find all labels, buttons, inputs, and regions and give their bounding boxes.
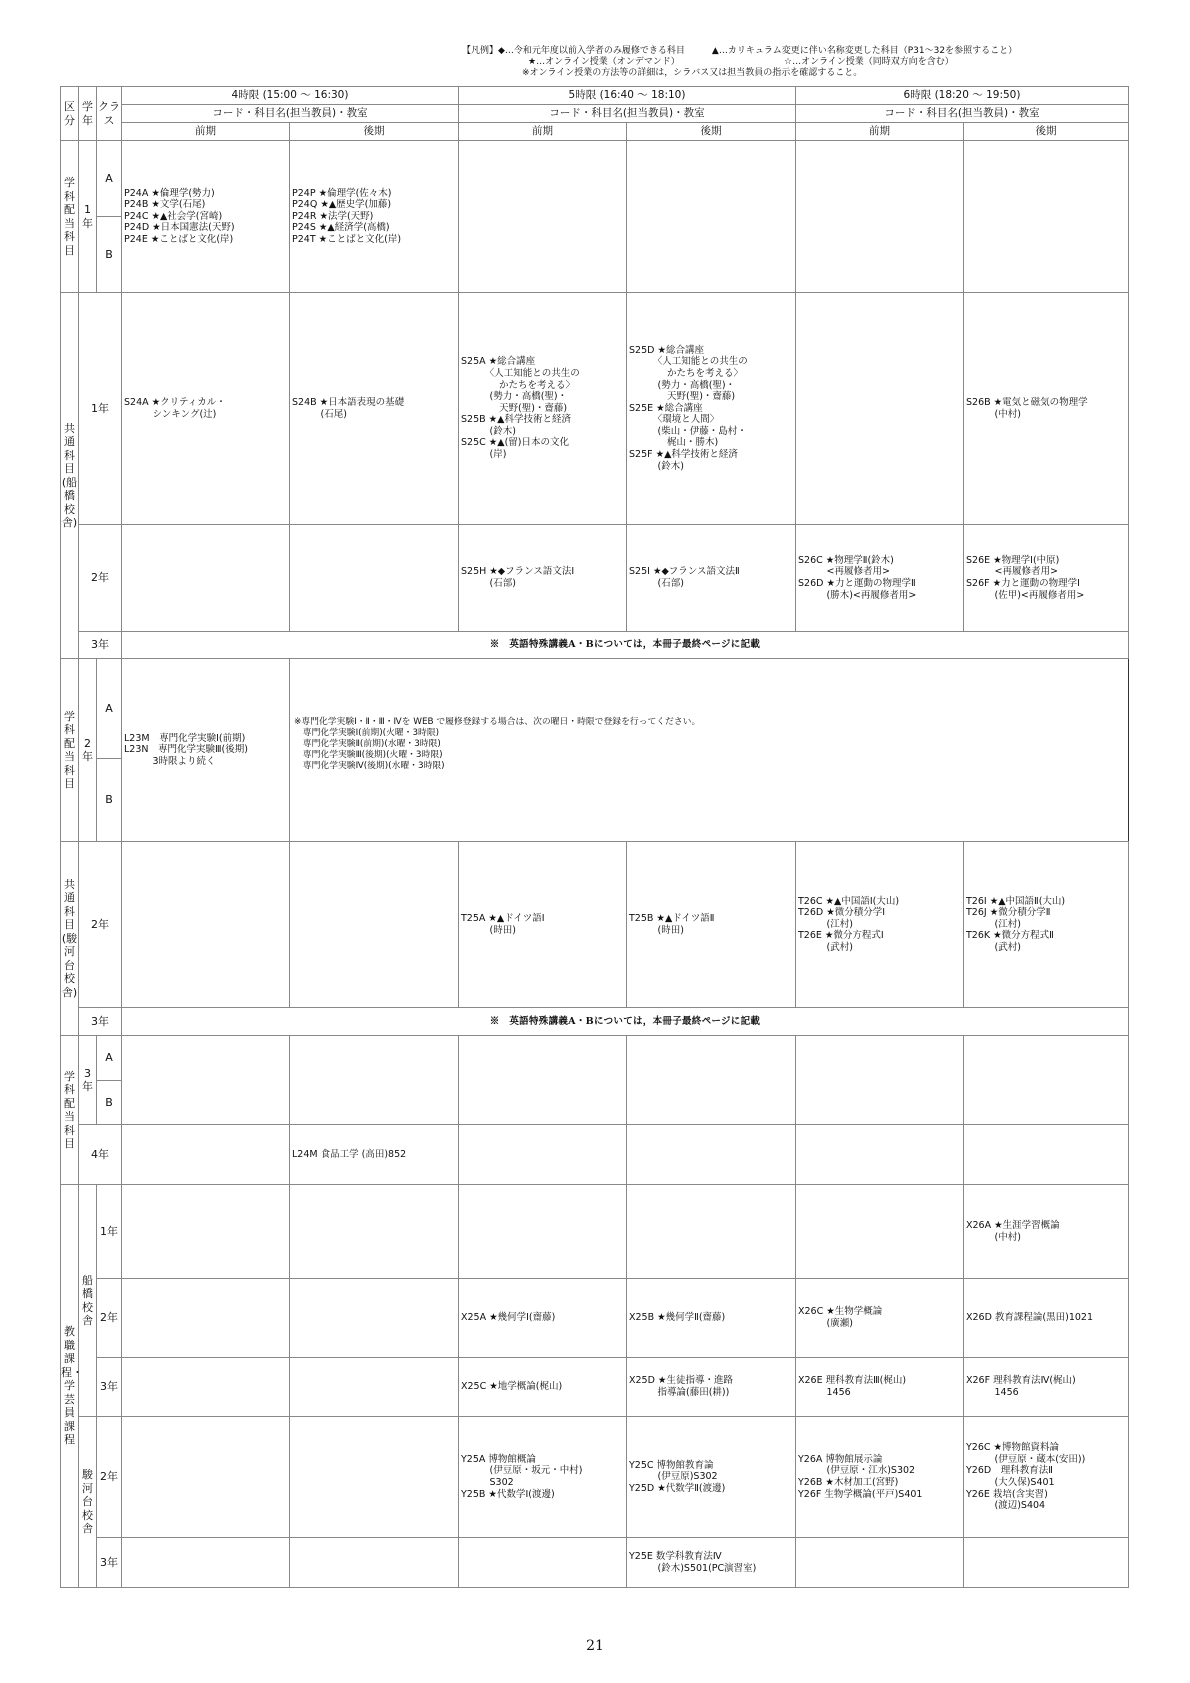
header-code-5: コード・科目名(担当教員)・教室 bbox=[459, 105, 796, 123]
course-cell bbox=[627, 525, 796, 632]
year-label: 2年 bbox=[97, 1279, 122, 1358]
course-cell bbox=[459, 1417, 627, 1538]
year-label: 2年 bbox=[79, 659, 97, 842]
course-cell bbox=[964, 525, 1129, 632]
course-cell bbox=[290, 293, 459, 525]
course-cell bbox=[290, 1417, 459, 1538]
course-cell bbox=[290, 659, 1129, 842]
course-cell bbox=[122, 1279, 290, 1358]
timetable bbox=[60, 86, 1129, 1588]
course-cell bbox=[796, 293, 964, 525]
course-text: X26F 理科教育法Ⅳ(梶山) 1456 bbox=[966, 1375, 1076, 1398]
course-cell bbox=[122, 293, 290, 525]
year-label: 3年 bbox=[79, 632, 122, 659]
section-label: 教職課程・学芸員課程 bbox=[61, 1185, 79, 1588]
course-cell bbox=[290, 1185, 459, 1279]
course-cell bbox=[627, 1417, 796, 1538]
course-cell bbox=[459, 1538, 627, 1588]
course-text: T25A ★▲ドイツ語Ⅰ (時田) bbox=[461, 912, 545, 936]
course-cell bbox=[627, 293, 796, 525]
section-label: 学科配当科目 bbox=[61, 1036, 79, 1185]
course-text: Y26C ★博物館資料論 (伊豆原・蔵本(安田)) Y26D 理科教育法Ⅱ (大久保)S401 Y26E 栽培(含実習) (渡辺)S404 bbox=[966, 1442, 1086, 1512]
class-label: B bbox=[97, 759, 122, 842]
course-cell bbox=[964, 1279, 1129, 1358]
course-text: S26E ★物理学Ⅰ(中原) <再履修者用> S26F ★力と運動の物理学Ⅰ (佐甲)<再履修者用> bbox=[966, 554, 1085, 601]
header-kouki-6: 後期 bbox=[964, 123, 1129, 141]
course-cell bbox=[796, 1185, 964, 1279]
course-cell bbox=[122, 659, 290, 842]
year-label: 1年 bbox=[79, 293, 122, 525]
course-cell bbox=[796, 1358, 964, 1417]
course-cell bbox=[122, 141, 290, 293]
year-label: 3年 bbox=[97, 1358, 122, 1417]
class-label: A bbox=[97, 1036, 122, 1081]
course-cell bbox=[964, 1125, 1129, 1185]
year-label: 3年 bbox=[79, 1036, 97, 1125]
course-cell bbox=[290, 141, 459, 293]
course-cell bbox=[459, 1125, 627, 1185]
course-cell bbox=[627, 1538, 796, 1588]
course-text: P24P ★倫理学(佐々木) P24Q ★▲歴史学(加藤) P24R ★法学(天野) P24S ★▲経済学(高橋) P24T ★ことばと文化(岸) bbox=[292, 187, 402, 245]
course-cell bbox=[122, 1125, 290, 1185]
course-cell bbox=[627, 842, 796, 1008]
campus-label: 船橋校舎 bbox=[79, 1185, 97, 1417]
course-cell bbox=[122, 842, 290, 1008]
header-zenki-6: 前期 bbox=[796, 123, 964, 141]
course-text: Y25E 数学科教育法Ⅳ (鈴木)S501(PC演習室) bbox=[629, 1550, 757, 1574]
course-cell bbox=[627, 1358, 796, 1417]
section-label: 学科配当科目 bbox=[61, 141, 79, 293]
course-cell bbox=[459, 141, 627, 293]
course-cell bbox=[964, 1358, 1129, 1417]
course-text: L24M 食品工学 (高田)852 bbox=[292, 1148, 407, 1160]
course-cell bbox=[459, 842, 627, 1008]
section-label: 共通科目(船橋校舎) bbox=[61, 293, 79, 659]
course-cell bbox=[964, 1417, 1129, 1538]
class-label: A bbox=[97, 659, 122, 759]
course-text: S25I ★◆フランス語文法Ⅱ (石部) bbox=[629, 566, 740, 589]
course-text: X25B ★幾何学Ⅱ(齋藤) bbox=[629, 1312, 726, 1324]
header-kouki-5: 後期 bbox=[627, 123, 796, 141]
class-label: B bbox=[97, 1081, 122, 1125]
class-label: B bbox=[97, 217, 122, 293]
year-label: 3年 bbox=[97, 1538, 122, 1588]
year-label: 3年 bbox=[79, 1008, 122, 1036]
page-number: 21 bbox=[586, 1638, 604, 1654]
course-text: Y25C 博物館教育論 (伊豆原)S302 Y25D ★代数学Ⅱ(渡邊) bbox=[629, 1459, 726, 1494]
course-cell bbox=[964, 1538, 1129, 1588]
course-text: S24B ★日本語表現の基礎 (石尾) bbox=[292, 396, 405, 420]
course-cell bbox=[796, 1417, 964, 1538]
header-code-6: コード・科目名(担当教員)・教室 bbox=[796, 105, 1129, 123]
course-cell bbox=[122, 1358, 290, 1417]
lab-registration-note: ※専門化学実験Ⅰ・Ⅱ・Ⅲ・Ⅳを WEB で履修登録する場合は、次の曜日・時限で登録を行ってください。 専門化学実験Ⅰ(前期)(火曜・3時限) 専門化学実験Ⅱ(前期)(水曜・3時限) 専門化学実験Ⅲ(後期)(火曜・3時限) 専門化学実験Ⅳ(後期)(水曜・3時限) bbox=[294, 717, 701, 771]
course-cell bbox=[290, 1358, 459, 1417]
course-cell bbox=[627, 1185, 796, 1279]
section-label: 学科配当科目 bbox=[61, 659, 79, 842]
course-text: S25H ★◆フランス語文法Ⅰ (石部) bbox=[461, 566, 575, 589]
year-label: 2年 bbox=[79, 525, 122, 632]
course-cell bbox=[290, 1036, 459, 1125]
course-cell bbox=[627, 141, 796, 293]
course-cell bbox=[459, 1036, 627, 1125]
course-cell bbox=[290, 842, 459, 1008]
course-cell bbox=[459, 1185, 627, 1279]
course-cell bbox=[796, 141, 964, 293]
course-text: X26E 理科教育法Ⅲ(梶山) 1456 bbox=[798, 1375, 907, 1398]
course-cell bbox=[290, 1279, 459, 1358]
course-cell bbox=[122, 1417, 290, 1538]
year-label: 4年 bbox=[79, 1125, 122, 1185]
course-cell bbox=[459, 293, 627, 525]
course-text: X26A ★生涯学習概論 (中村) bbox=[966, 1219, 1060, 1243]
legend-line-2b: ☆…オンライン授業（同時双方向を含む） bbox=[784, 57, 954, 67]
header-gakunen: 学年 bbox=[79, 87, 97, 141]
course-text: S24A ★クリティカル・ シンキング(辻) bbox=[124, 396, 226, 420]
year-label: 1年 bbox=[97, 1185, 122, 1279]
course-cell bbox=[964, 1185, 1129, 1279]
section-label: 共通科目(駿河台校舎) bbox=[61, 842, 79, 1036]
course-cell bbox=[796, 525, 964, 632]
course-text: X26D 教育課程論(黒田)1021 bbox=[966, 1312, 1094, 1324]
header-kouki-4: 後期 bbox=[290, 123, 459, 141]
header-kubun: 区分 bbox=[61, 87, 79, 141]
header-zenki-4: 前期 bbox=[122, 123, 290, 141]
legend-line-1: 【凡例】◆…令和元年度以前入学者のみ履修できる科目 ▲…カリキュラム変更に伴い名称変更した科目（P31～32を参照すること） bbox=[462, 46, 1018, 56]
course-cell bbox=[964, 1036, 1129, 1125]
legend-line-2a: ★…オンライン授業（オンデマンド） bbox=[528, 57, 680, 67]
header-zenki-5: 前期 bbox=[459, 123, 627, 141]
course-text: X25D ★生徒指導・進路 指導論(藤田(耕)) bbox=[629, 1375, 733, 1398]
course-text: Y25A 博物館概論 (伊豆原・坂元・中村) S302 Y25B ★代数学Ⅰ(渡邊) bbox=[461, 1453, 583, 1500]
course-text: Y26A 博物館展示論 (伊豆原・江水)S302 Y26B ★木材加工(宮野) Y26F 生物学概論(平戸)S401 bbox=[798, 1453, 923, 1500]
course-cell bbox=[122, 1185, 290, 1279]
course-text: S25A ★総合講座 〈人工知能との共生の かたちを考える〉 (勢力・高橋(聖)・ 天野(聖)・齋藤) S25B ★▲科学技術と経済 (鈴木) S25C ★▲(留)日本の文化 (岸) bbox=[461, 356, 580, 461]
course-text: P24A ★倫理学(勢力) P24B ★文学(石尾) P24C ★▲社会学(宮崎) P24D ★日本国憲法(天野) P24E ★ことばと文化(岸) bbox=[124, 187, 235, 245]
course-cell bbox=[796, 1125, 964, 1185]
course-cell bbox=[627, 1279, 796, 1358]
course-text: X25C ★地学概論(梶山) bbox=[461, 1381, 563, 1393]
header-code-4: コード・科目名(担当教員)・教室 bbox=[122, 105, 459, 123]
course-cell bbox=[796, 1279, 964, 1358]
course-cell bbox=[796, 1036, 964, 1125]
course-text: T26C ★▲中国語Ⅰ(大山) T26D ★微分積分学Ⅰ (江村) T26E ★微分方程式Ⅰ (武村) bbox=[798, 895, 900, 953]
course-text: S26C ★物理学Ⅱ(鈴木) <再履修者用> S26D ★力と運動の物理学Ⅱ (勝木)<再履修者用> bbox=[798, 554, 917, 601]
course-text: L23M 専門化学実験Ⅰ(前期) L23N 専門化学実験Ⅲ(後期) 3時限より続く bbox=[124, 732, 248, 767]
course-text: X25A ★幾何学Ⅰ(齋藤) bbox=[461, 1312, 556, 1324]
english-special-note: ※ 英語特殊講義A・Bについては，本冊子最終ページに記載 bbox=[122, 1008, 1129, 1036]
course-cell bbox=[627, 1036, 796, 1125]
legend-line-3: ※オンライン授業の方法等の詳細は，シラバス又は担当教員の指示を確認すること。 bbox=[522, 68, 863, 78]
course-cell bbox=[459, 1279, 627, 1358]
course-cell bbox=[964, 141, 1129, 293]
course-cell bbox=[290, 1538, 459, 1588]
class-label: A bbox=[97, 141, 122, 217]
course-text: T26I ★▲中国語Ⅱ(大山) T26J ★微分積分学Ⅱ (江村) T26K ★微分方程式Ⅱ (武村) bbox=[966, 895, 1066, 953]
course-cell bbox=[459, 1358, 627, 1417]
header-class: クラス bbox=[97, 87, 122, 141]
year-label: 2年 bbox=[79, 842, 122, 1008]
course-cell bbox=[627, 1125, 796, 1185]
header-period-6: 6時限 (18:20 ～ 19:50) bbox=[796, 87, 1129, 105]
english-special-note: ※ 英語特殊講義A・Bについては，本冊子最終ページに記載 bbox=[122, 632, 1129, 659]
course-cell bbox=[122, 525, 290, 632]
course-cell bbox=[290, 1125, 459, 1185]
course-cell bbox=[459, 525, 627, 632]
course-text: X26C ★生物学概論 (廣瀬) bbox=[798, 1306, 883, 1329]
course-text: S26B ★電気と磁気の物理学 (中村) bbox=[966, 396, 1088, 420]
header-period-5: 5時限 (16:40 ～ 18:10) bbox=[459, 87, 796, 105]
course-text: S25D ★総合講座 〈人工知能との共生の かたちを考える〉 (勢力・高橋(聖)・ 天野(聖)・齋藤) S25E ★総合講座 〈環境と人間〉 (柴山・伊藤・島村・ 梶山・勝木) S25F ★▲科学技術と経済 (鈴木) bbox=[629, 344, 748, 472]
course-cell bbox=[964, 842, 1129, 1008]
campus-label: 駿河台校舎 bbox=[79, 1417, 97, 1588]
course-cell bbox=[290, 525, 459, 632]
header-period-4: 4時限 (15:00 ～ 16:30) bbox=[122, 87, 459, 105]
course-cell bbox=[964, 293, 1129, 525]
course-cell bbox=[796, 1538, 964, 1588]
year-label: 2年 bbox=[97, 1417, 122, 1538]
year-label: 1年 bbox=[79, 141, 97, 293]
course-cell bbox=[796, 842, 964, 1008]
course-cell bbox=[122, 1538, 290, 1588]
course-text: T25B ★▲ドイツ語Ⅱ (時田) bbox=[629, 912, 715, 936]
course-cell bbox=[122, 1036, 290, 1125]
